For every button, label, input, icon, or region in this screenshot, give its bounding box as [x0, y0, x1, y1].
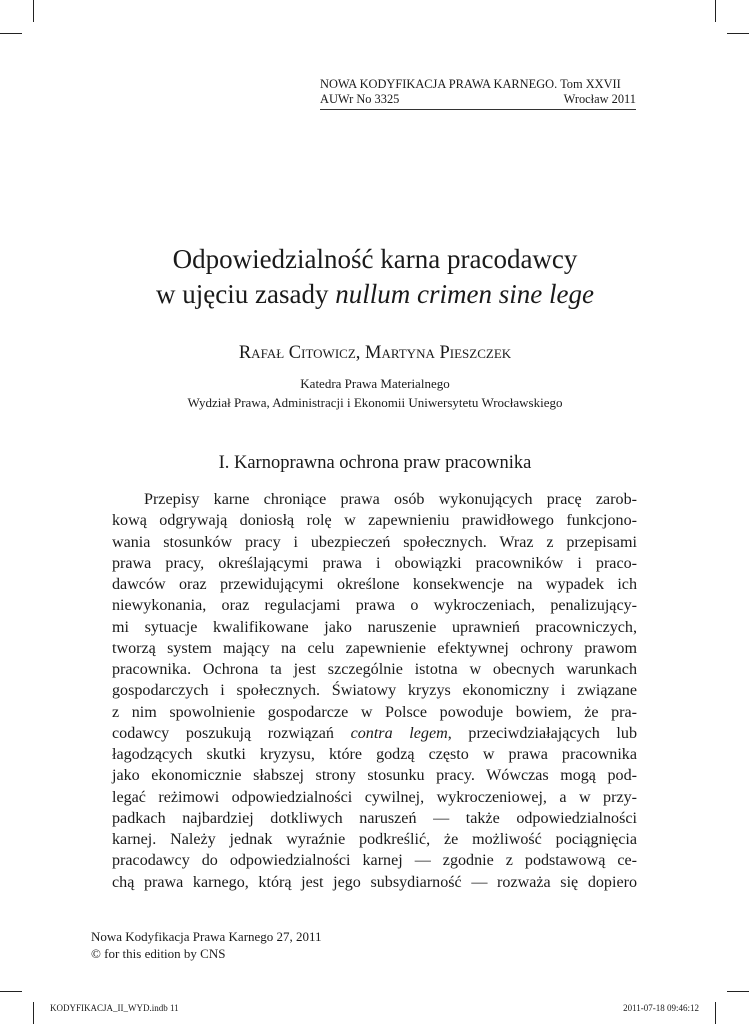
crop-mark [715, 1002, 716, 1024]
crop-mark [727, 991, 749, 992]
authors: Rafał Citowicz, Martyna Pieszczek [238, 343, 512, 363]
article-title [60, 242, 690, 312]
body-line: niewykonania, oraz regulacjami prawa o wykroczeniach, penalizujący- [112, 597, 637, 615]
title-line-2 [60, 277, 690, 312]
header-place-year: Wrocław 2011 [563, 92, 636, 106]
body-line-mixed [112, 723, 637, 744]
footnote-citation: Nowa Kodyfikacja Prawa Karnego 27, 2011 [91, 929, 322, 944]
header-rule [320, 109, 636, 110]
body-line: pracownika. Ochrona ta jest szczególnie istotna w obecnych warunkach [112, 661, 637, 678]
body-line: kową odgrywają doniosłą rolę w zapewnieniu prawidłowego funkcjono- [112, 512, 637, 530]
body-paragraph [112, 489, 637, 893]
crop-mark [0, 33, 22, 34]
body-line: tworzą system mający na celu zapewnienie efektywnej ochrony prawom [112, 639, 637, 657]
print-slug-file: KODYFIKACJA_II_WYD.indb 11 [50, 1003, 179, 1013]
body-line: mi sytuacje kwalifikowane jako naruszenie uprawnień pracowniczych, [112, 618, 637, 636]
affiliation-line-1: Katedra Prawa Materialnego [300, 376, 450, 391]
body-line: chą prawa karnego, którą jest jego subsydiarność — rozważa się dopiero [112, 873, 637, 891]
body-line: wania stosunków pracy i ubezpieczeń społecznych. Wraz z przepisami [112, 533, 637, 551]
body-line-12-italic: contra legem [350, 724, 448, 742]
body-line: z nim spowolnienie gospodarcze w Polsce powoduje bowiem, że pra- [112, 703, 637, 721]
print-slug-timestamp: 2011-07-18 09:46:12 [623, 1003, 699, 1013]
body-line: jako ekonomicznie słabszej strony stosunku pracy. Wówczas mogą pod- [112, 767, 637, 785]
body-line: pracodawcy do odpowiedzialności karnej — zgodnie z podstawową ce- [112, 852, 637, 870]
body-line: padkach najbardziej dotkliwych naruszeń — także odpowiedzialności [112, 809, 637, 827]
header-series: AUWr No 3325 [320, 92, 400, 106]
crop-mark [727, 33, 749, 34]
affiliation [60, 374, 690, 412]
body-line: gospodarczych i społecznych. Światowy kryzys ekonomiczny i związane [112, 682, 637, 700]
body-line: karnej. Należy jednak wyraźnie podkreślić, że możliwość pociągnięcia [112, 831, 637, 848]
crop-mark [0, 991, 22, 992]
crop-mark [715, 0, 716, 22]
footnote [91, 928, 322, 962]
title-line-1: Odpowiedzialność karna pracodawcy [172, 244, 578, 274]
title-line-2-prefix: w ujęciu zasady [156, 279, 336, 309]
affiliation-line-2: Wydział Prawa, Administracji i Ekonomii Uniwersytetu Wrocławskiego [187, 395, 563, 410]
body-line-12-prefix: codawcy poszukują rozwiązań [112, 724, 351, 742]
body-line: Przepisy karne chroniące prawa osób wykonujących pracę zarob- [144, 491, 637, 508]
crop-mark [33, 0, 34, 22]
body-line-12-suffix: , przeciwdziałających lub [447, 724, 637, 742]
crop-mark [33, 1002, 34, 1024]
header-journal: NOWA KODYFIKACJA PRAWA KARNEGO. Tom XXVII [320, 77, 621, 91]
running-header [320, 77, 636, 110]
footnote-copyright: © for this edition by CNS [91, 946, 226, 961]
body-line: legać reżimowi odpowiedzialności cywilnej, wykroczeniowej, a w przy- [112, 788, 637, 806]
header-meta-row [320, 92, 636, 107]
section-heading: I. Karnoprawna ochrona praw pracownika [218, 453, 532, 473]
title-line-2-italic: nullum crimen sine lege [335, 279, 594, 309]
header-journal-row [320, 77, 636, 92]
body-line: łagodzących skutki kryzysu, które godzą często w prawa pracownika [112, 746, 637, 763]
body-line: prawa pracy, określającymi prawa i obowiązki pracowników i praco- [112, 554, 637, 572]
body-line: dawców oraz przewidującymi określone konsekwencje na wypadek ich [112, 576, 637, 593]
